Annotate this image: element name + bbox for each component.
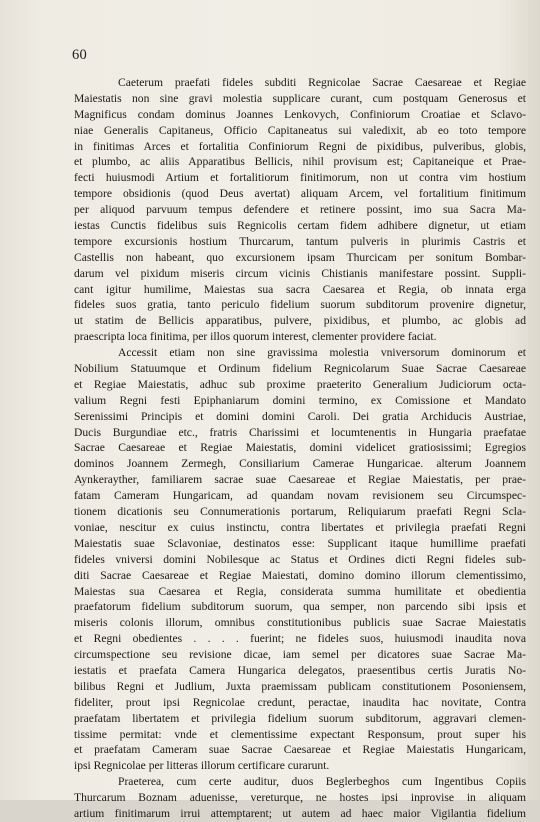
text-line: ut statim de Bellicis apparatibus, pulvere, pixidibus, et plumbo, ac globis ad xyxy=(74,314,526,328)
paragraph xyxy=(74,345,526,774)
text-line: et praefatam Cameram suae Sacrae Caesareae et Regiae Maiestatis Hungaricam, xyxy=(74,743,526,757)
text-line: iestas Cunctis fidelibus suis Regnicolis certam fidem adhibere dignetur, ut etiam xyxy=(74,219,526,233)
text-line: voniae, nescitur ex cuius instinctu, contra libertates et privilegia praefati Regni xyxy=(74,520,526,534)
text-line: darum vel pixidum miseris circum vicinis Chistianis manifestare possint. Suppli- xyxy=(74,266,526,280)
text-line: dominos Joannem Zermegh, Consiliarium Camerae Hungaricae. alterum Joannem xyxy=(74,457,526,471)
text-line: et Regni obedientes . . . . fuerint; ne fideles suos, huiusmodi inaudita nova xyxy=(74,632,526,646)
text-line: bilibus Regni et Judlium, Juxta praemissam publicam constitutionem Posoniensem, xyxy=(74,679,526,693)
text-line: tempore excursionis hostium Thurcarum, tantum pulveris in plurimis Castris et xyxy=(74,234,526,248)
text-line: Maiestas sua Caesarea et Regia, considerata summa humilitate et obedientia xyxy=(74,584,526,598)
text-line: Thurcarum Boznam aduenisse, vereturque, ne hostes ipsi inprovise in aliquam xyxy=(74,791,526,805)
text-line: Nobilium Statuumque et Ordinum fidelium Regnicolarum Suae Sacrae Caesareae xyxy=(74,362,526,376)
text-line: praefatam libertatem et privilegia fidelium suorum subditorum, aggravari clemen- xyxy=(74,711,526,725)
text-line: artium finitimarum irrui attemptarent; ut autem ad haec maior Vigilantia fidelium xyxy=(74,806,526,820)
text-line: tionem dicationis seu Connumerationis portarum, Reliquiarum praefati Regni Scla- xyxy=(74,505,526,519)
text-line: cant igitur humilime, Maiestas sua sacra Caesarea et Regia, ob innata erga xyxy=(74,282,526,296)
text-line: Sacrae Caesareae et Regiae Maiestatis, domini videlicet gratiosissimi; Egregios xyxy=(74,441,526,455)
text-line: praefatorum fidelium subditorum suorum, qua semper, non parcendo sibi ipsis et xyxy=(74,600,526,614)
text-line: iestatis et praefata Camera Hungarica delegatos, praesentibus certis Juratis No- xyxy=(74,663,526,677)
text-line: Praeterea, cum certe auditur, duos Beglerbeghos cum Ingentibus Copiis xyxy=(118,775,526,789)
text-line: Accessit etiam non sine gravissima molestia vniversorum dominorum et xyxy=(118,346,526,360)
text-line: fideles suos gratia, tanto periculo fidelium suorum subditorum provenire dignetur, xyxy=(74,298,526,312)
text-line: valium Regni festi Epiphaniarum domini termino, ex Comissione et Mandato xyxy=(74,393,526,407)
text-line: ipsi Regnicolae per litteras illorum certificare curarunt. xyxy=(74,759,330,773)
text-line: et plumbo, ac aliis Apparatibus Bellicis, nihil provisum est; Capitaneique et Prae- xyxy=(74,155,526,169)
text-line: in finitimas Arces et fortalitia Confiniorum Regni de pixidibus, pulveribus, globis, xyxy=(74,139,526,153)
body-text xyxy=(74,75,526,822)
text-line: fecti huiusmodi Artium et fortalitiorum finitimorum, non ut contra vim hostium xyxy=(74,171,526,185)
text-line: miseris colonis illorum, omnibus constitutionibus publicis suae Sacrae Maiestatis xyxy=(74,616,526,630)
text-line: circumspectione seu revisione dicae, iam semel per dicatores suae Sacrae Ma- xyxy=(74,648,526,662)
text-line: Maiestatis suae Sclavoniae, destinatos esse: Supplicant itaque humillime praefati xyxy=(74,536,526,550)
text-line: niae Generalis Capitaneus, Officio Capitaneatus sui valedixit, ab eo toto tempore xyxy=(74,123,526,137)
paragraph xyxy=(74,75,526,345)
text-line: Castellis non habeant, quo excursionem ipsam Thurcicam per sonitum Bombar- xyxy=(74,250,526,264)
text-line: et Regiae Maiestatis, adhuc sub proxime praeterito Generalium Judiciorum octa- xyxy=(74,377,526,391)
text-line: per aliquod parvuum tempus defendere et retinere possint, imo sua Sacra Ma- xyxy=(74,203,526,217)
page-number: 60 xyxy=(72,47,87,63)
text-line: tempore obsidionis (quod Deus avertat) aliquam Arcem, vel fortalitium finitimum xyxy=(74,187,526,201)
text-line: fatam Cameram Hungaricam, ad quandam novam revisionem seu Circumspec- xyxy=(74,489,526,503)
text-line: diti Sacrae Caesareae et Regiae Maiestati, domino domino illorum clementissimo, xyxy=(74,568,526,582)
paragraph xyxy=(74,774,526,822)
text-line: Ducis Burgundiae etc., fratris Charissimi et locumtenentis in Hungaria praefatae xyxy=(74,425,526,439)
text-line: Magnificus condam dominus Joannes Lenkovych, Confiniorum Croatiae et Sclavo- xyxy=(74,107,526,121)
text-line: fideliter, prout ipsi Regnicolae credunt, peractae, inaudita hac novitate, Contra xyxy=(74,695,526,709)
text-line: Serenissimi Principis et domini domini Caroli. Dei gratia Archiducis Austriae, xyxy=(74,409,526,423)
text-line: tissime permitat: vnde et clementissime expectant Responsum, prout super his xyxy=(74,727,526,741)
text-line: Aynkerayther, familiarem sacrae suae Caesareae et Regiae Maiestatis, per prae- xyxy=(74,473,526,487)
text-line: Maiestatis non sine gravi molestia supplicare curant, cum postquam Generosus et xyxy=(74,91,526,105)
text-line: praescripta loca finitima, per illos quorum interest, clementer providere faciat. xyxy=(74,330,437,344)
text-line: Caeterum praefati fideles subditi Regnicolae Sacrae Caesareae et Regiae xyxy=(118,76,526,89)
text-line: fideles vniversi domini Nobilesque ac Status et Ordines dicti Regni fideles sub- xyxy=(74,552,526,566)
